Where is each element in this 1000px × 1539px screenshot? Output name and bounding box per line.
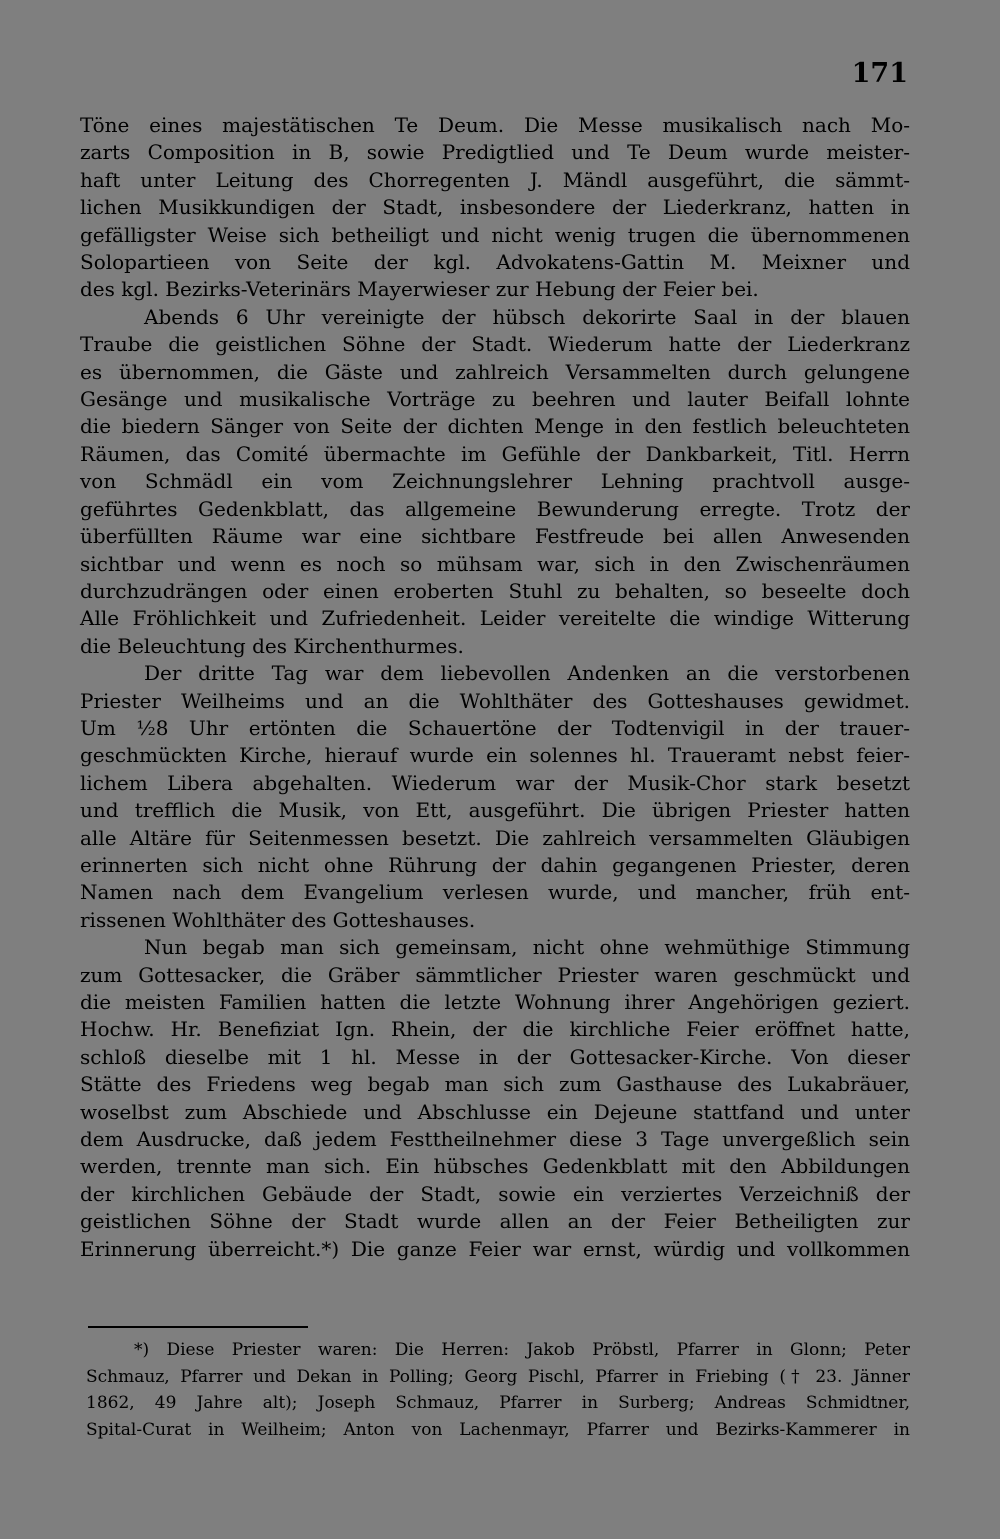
paragraph-start-line: Abends 6 Uhr vereinigte der hübsch dekorirte Saal in der blauen [144, 304, 910, 329]
footnote-line: Spital-Curat in Weilheim; Anton von Lachenmayr, Pfarrer und Bezirks-Kammerer in [86, 1419, 910, 1440]
text-line: es übernommen, die Gäste und zahlreich Versammelten durch gelungene [80, 359, 910, 384]
footnote-line: *) Diese Priester waren: Die Herren: Jakob Pröbstl, Pfarrer in Glonn; Peter [134, 1340, 910, 1360]
text-line: zarts Composition in B, sowie Predigtlied und Te Deum wurde meister- [80, 140, 910, 165]
text-line: Töne eines majestätischen Te Deum. Die Messe musikalisch nach Mo- [80, 113, 910, 137]
footnote-divider [88, 1326, 308, 1328]
text-line: des kgl. Bezirks-Veterinärs Mayerwieser zur Hebung der Feier bei. [80, 277, 759, 302]
text-line: gefälligster Weise sich betheiligt und nicht wenig trugen die übernommenen [80, 222, 910, 247]
text-line: Traube die geistlichen Söhne der Stadt. Wiederum hatte der Liederkranz [80, 332, 910, 357]
paragraph-start-line: Nun begab man sich gemeinsam, nicht ohne wehmüthige Stimmung [144, 935, 910, 960]
text-line: erinnerten sich nicht ohne Rührung der dahin gegangenen Priester, deren [80, 852, 910, 877]
text-line: Stätte des Friedens weg begab man sich zum Gasthause des Lukabräuer, [80, 1072, 910, 1097]
text-line: Hochw. Hr. Benefiziat Ign. Rhein, der die kirchliche Feier eröffnet hatte, [80, 1017, 910, 1042]
text-line: Namen nach dem Evangelium verlesen wurde, und mancher, früh ent- [80, 880, 910, 905]
text-line: Erinnerung überreicht.*) Die ganze Feier war ernst, würdig und vollkommen [80, 1236, 910, 1261]
text-line: woselbst zum Abschiede und Abschlusse ein Dejeune stattfand und unter [80, 1099, 910, 1124]
text-line: durchzudrängen oder einen eroberten Stuhl zu behalten, so beseelte doch [80, 578, 910, 603]
text-line: haft unter Leitung des Chorregenten J. Mändl ausgeführt, die sämmt- [80, 167, 910, 192]
text-line: Gesänge und musikalische Vorträge zu beehren und lauter Beifall lohnte [80, 387, 910, 412]
text-line: die Beleuchtung des Kirchenthurmes. [80, 633, 464, 658]
text-line: der kirchlichen Gebäude der Stadt, sowie ein verziertes Verzeichniß der [80, 1181, 910, 1206]
text-line: die meisten Familien hatten die letzte Wohnung ihrer Angehörigen geziert. [80, 990, 910, 1014]
text-line: geführtes Gedenkblatt, das allgemeine Bewunderung erregte. Trotz der [80, 496, 910, 521]
footnote-line: Schmauz, Pfarrer und Dekan in Polling; Georg Pischl, Pfarrer in Friebing († 23. Jänner [86, 1366, 910, 1387]
text-line: zum Gottesacker, die Gräber sämmtlicher Priester waren geschmückt und [80, 962, 910, 987]
text-line: Räumen, das Comité übermachte im Gefühle der Dankbarkeit, Titl. Herrn [80, 441, 910, 466]
text-line: Um ½8 Uhr ertönten die Schauertöne der Todtenvigil in der trauer- [80, 715, 910, 740]
text-line: lichen Musikkundigen der Stadt, insbesondere der Liederkranz, hatten in [80, 195, 910, 220]
text-line: geschmückten Kirche, hierauf wurde ein solennes hl. Traueramt nebst feier- [80, 743, 910, 768]
text-line: geistlichen Söhne der Stadt wurde allen an der Feier Betheiligten zur [80, 1209, 910, 1234]
text-line: die biedern Sänger von Seite der dichten Menge in den festlich beleuchteten [80, 414, 910, 439]
page-number: 171 [851, 58, 908, 89]
paragraph-start-line: Der dritte Tag war dem liebevollen Andenken an die verstorbenen [144, 661, 910, 686]
text-line: Alle Fröhlichkeit und Zufriedenheit. Leider vereitelte die windige Witterung [80, 606, 910, 631]
text-line: und trefflich die Musik, von Ett, ausgeführt. Die übrigen Priester hatten [80, 798, 910, 823]
text-line: Solopartieen von Seite der kgl. Advokatens-Gattin M. Meixner und [80, 250, 910, 275]
footnote-line: 1862, 49 Jahre alt); Joseph Schmauz, Pfarrer in Surberg; Andreas Schmidtner, [86, 1393, 910, 1413]
body-text [80, 112, 910, 1263]
text-line: lichem Libera abgehalten. Wiederum war der Musik-Chor stark besetzt [80, 770, 910, 795]
text-line: Priester Weilheims und an die Wohlthäter des Gotteshauses gewidmet. [80, 688, 910, 713]
text-line: dem Ausdrucke, daß jedem Festtheilnehmer diese 3 Tage unvergeßlich sein [80, 1127, 910, 1152]
text-line: überfüllten Räume war eine sichtbare Festfreude bei allen Anwesenden [80, 524, 910, 549]
text-line: sichtbar und wenn es noch so mühsam war, sich in den Zwischenräumen [80, 551, 910, 576]
text-line: werden, trennte man sich. Ein hübsches Gedenkblatt mit den Abbildungen [80, 1154, 910, 1179]
text-line: schloß dieselbe mit 1 hl. Messe in der Gottesacker-Kirche. Von dieser [80, 1044, 910, 1069]
text-line: alle Altäre für Seitenmessen besetzt. Die zahlreich versammelten Gläubigen [80, 825, 910, 850]
text-line: rissenen Wohlthäter des Gotteshauses. [80, 907, 476, 932]
footnote [86, 1337, 910, 1443]
text-line: von Schmädl ein vom Zeichnungslehrer Lehning prachtvoll ausge- [80, 469, 910, 494]
